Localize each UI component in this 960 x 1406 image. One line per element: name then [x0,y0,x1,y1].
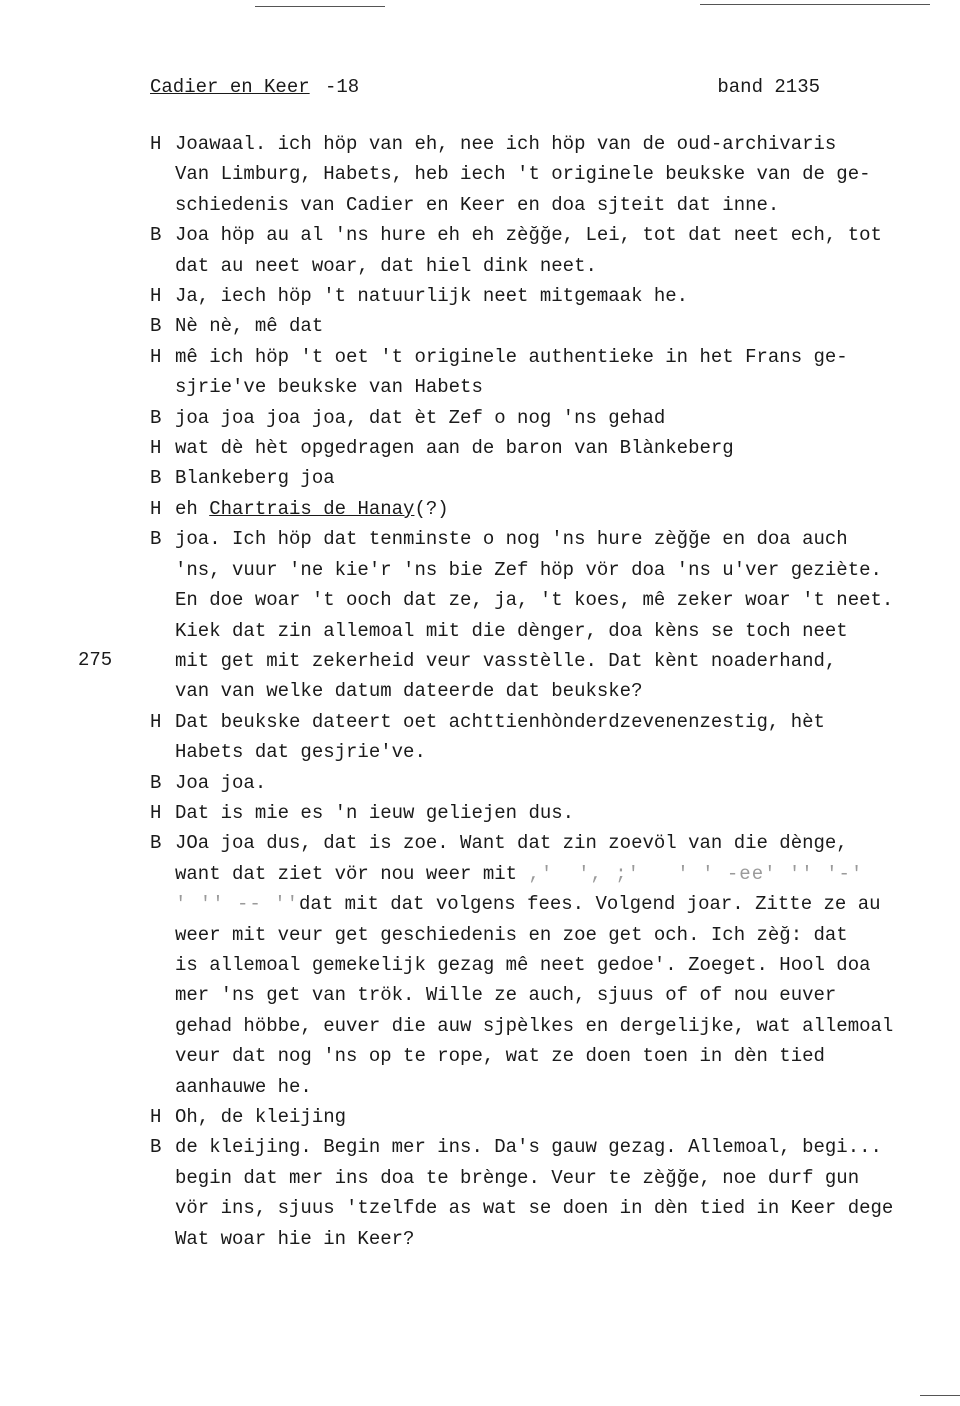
turn-line: wat dè hèt opgedragen aan de baron van Blànkeberg [175,437,734,460]
turn-line: weer mit veur get geschiedenis en zoe get och. Ich zèğ: dat [175,923,848,946]
turn-line: Dat beukske dateert oet achttienhònderdzevenenzestig, hèt [175,710,825,733]
turn [150,342,950,403]
turn [150,707,950,768]
illegible-mark: ' '' -- '' [175,893,300,916]
turn [150,220,950,281]
speaker-label: B [150,528,162,551]
speaker-label: H [150,710,162,733]
turn-line: Joawaal. ich höp van eh, nee ich höp van de oud-archivaris [175,133,837,155]
turn [150,768,950,798]
turn-line: Nè nè, mê dat [175,315,324,338]
turn-line: mê ich höp 't oet 't originele authentieke in het Frans ge- [175,345,848,368]
illegible-mark: ,' ', ;' ' ' -ee' '' '-' [528,862,864,885]
turn [150,494,950,524]
turn-line: JOa joa dus, dat is zoe. Want dat zin zoevöl van die dènge, [175,832,848,855]
turn [150,1102,950,1132]
top-rule-left [255,6,385,7]
page-number: -18 [325,76,360,98]
turn-line: Van Limburg, Habets, heb iech 't originele beukske van de ge- [175,163,871,186]
bottom-rule-right [920,1395,960,1396]
turn-line: begin dat mer ins doa te brènge. Veur te zèğğe, noe durf gun [175,1166,860,1189]
turn-line: Ja, iech höp 't natuurlijk neet mitgemaak he. [175,285,689,308]
band-number: band 2135 [717,76,820,98]
speaker-label: B [150,467,162,490]
page-header [150,76,820,106]
speaker-label: H [150,497,162,520]
turn [150,433,950,463]
speaker-label: H [150,801,162,824]
speaker-label: H [150,437,162,460]
turn-line: Dat is mie es 'n ieuw geliejen dus. [175,801,575,824]
turn [150,311,950,341]
turn-line [175,889,950,919]
turn-line: joa joa joa joa, dat èt Zef o nog 'ns gehad [175,406,666,429]
turn [150,129,950,220]
speaker-label: H [150,285,162,308]
speaker-label: B [150,832,162,855]
speaker-label: B [150,771,162,794]
turn-line: En doe woar 't ooch dat ze, ja, 't koes, mê zeker woar 't neet. [175,589,894,612]
margin-counter: 275 [78,649,113,671]
underlined-name: Chartrais de Hanay [209,497,415,520]
turn [150,281,950,311]
turn-line: schiedenis van Cadier en Keer en doa sjteit dat inne. [175,193,780,216]
turn [150,403,950,433]
turn-line: Kiek dat zin allemoal mit die dènger, doa kèns se toch neet [175,619,848,642]
turn-line: Joa höp au al 'ns hure eh eh zèğğe, Lei, tot dat neet ech, tot [175,224,882,247]
speaker-label: H [150,1106,162,1128]
turn-line: mit get mit zekerheid veur vasstèlle. Dat kènt noaderhand, [175,649,837,672]
speaker-label: B [150,406,162,429]
speaker-label: B [150,224,162,247]
turn-line: veur dat nog 'ns op te rope, wat ze doen toen in dèn tied [175,1045,825,1068]
turn-line: joa. Ich höp dat tenminste o nog 'ns hure zèğğe en doa auch [175,528,848,551]
transcript-body [150,129,950,1254]
turn-line: is allemoal gemekelijk gezag mê neet gedoe'. Zoeget. Hool doa [175,953,871,976]
turn [150,463,950,493]
turn-line: de kleijing. Begin mer ins. Da's gauw gezag. Allemoal, begi... [175,1136,882,1159]
speaker-label: B [150,1136,162,1159]
turn-line-text: want dat ziet vör nou weer mit [175,862,518,885]
turn [150,524,950,706]
top-rule-right [700,4,930,5]
turn-line-text: dat mit dat volgens fees. Volgend joar. Zitte ze au [299,893,881,916]
turn-line: Wat woar hie in Keer? [175,1227,415,1250]
turn-line: gehad höbbe, euver die auw sjpèlkes en dergelijke, wat allemoal [175,1014,894,1037]
uncertain-mark: (?) [414,497,449,520]
turn [150,798,950,828]
turn-line: aanhauwe he. [175,1075,312,1098]
speaker-label: H [150,345,162,368]
turn-line-prefix: eh [175,497,210,520]
turn-line: Joa joa. [175,771,267,794]
turn [150,1132,950,1254]
speaker-label: B [150,315,162,338]
turn-line: 'ns, vuur 'ne kie'r 'ns bie Zef höp vör doa 'ns u'ver geziète. [175,558,882,581]
turn-line: vör ins, sjuus 'tzelfde as wat se doen in dèn tied in Keer dege [175,1197,894,1220]
turn-line [175,859,950,889]
document-title: Cadier en Keer [150,76,310,98]
turn-line: van van welke datum dateerde dat beukske? [175,680,643,703]
turn-line: Oh, de kleijing [175,1106,347,1128]
turn-line: dat au neet woar, dat hiel dink neet. [175,254,597,277]
turn-line [175,494,950,524]
turn-line: sjrie've beukske van Habets [175,376,483,399]
turn-line: Blankeberg joa [175,467,335,490]
turn-line: mer 'ns get van trök. Wille ze auch, sjuus of of nou euver [175,984,837,1007]
turn [150,828,950,1102]
speaker-label: H [150,133,162,155]
turn-line: Habets dat gesjrie've. [175,741,426,764]
